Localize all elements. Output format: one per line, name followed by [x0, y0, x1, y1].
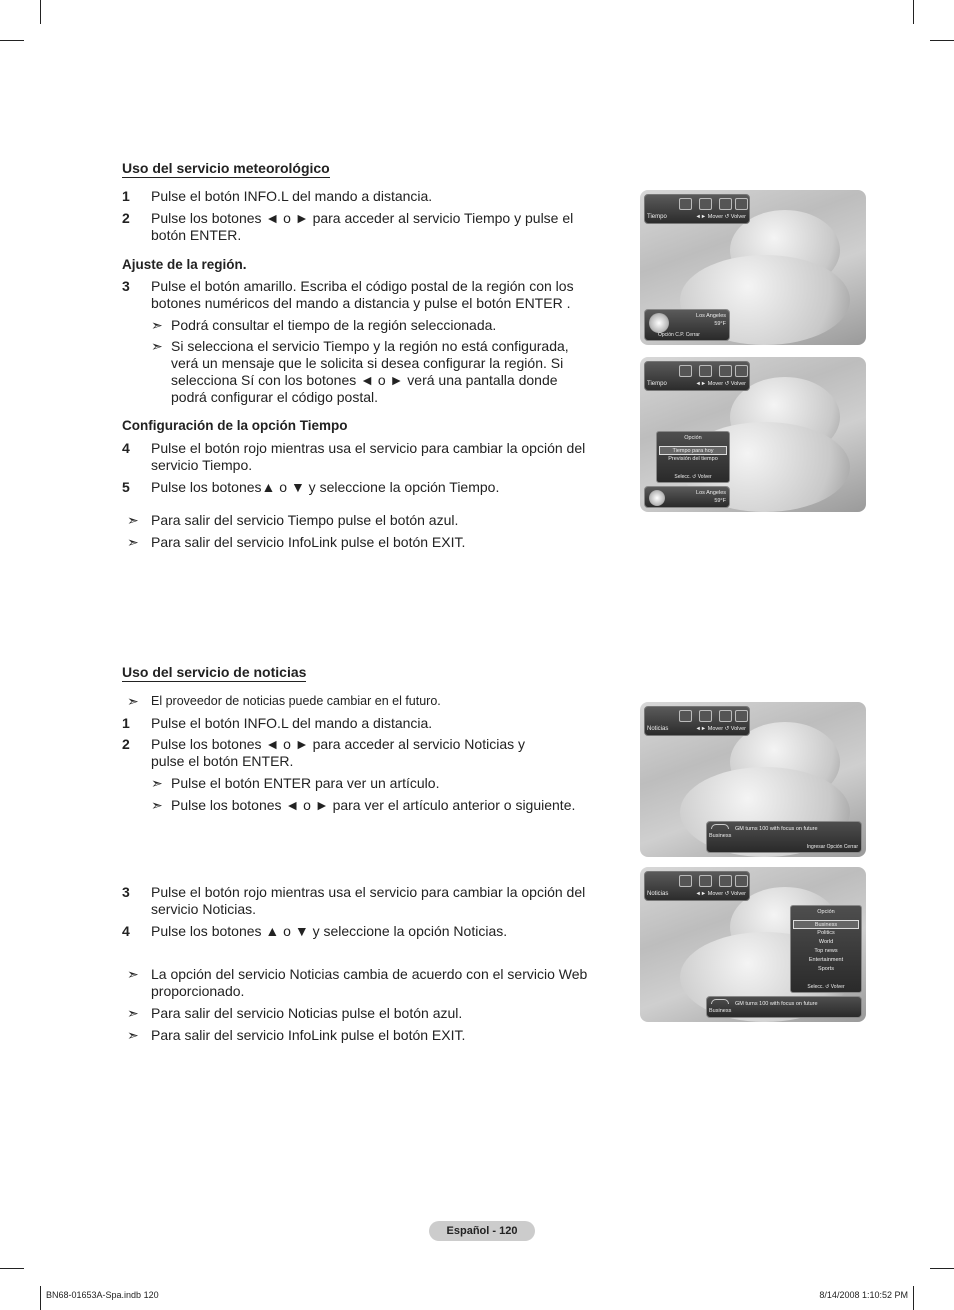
infolink-bar — [644, 871, 750, 901]
weather-note-2 — [151, 338, 596, 406]
infolink-bar — [644, 194, 750, 224]
page-number-badge: Español - 120 — [429, 1221, 535, 1241]
news-headline: GM turns 100 with focus on future — [735, 1001, 818, 1007]
weather-icon — [699, 365, 712, 377]
bar-hints: ◄► Mover ↺ Volver — [695, 381, 746, 387]
step-text: Pulse el botón rojo mientras usa el servicio para cambiar la opción del servicio Noticias. — [151, 884, 586, 917]
menu-item[interactable]: Sports — [818, 966, 834, 972]
arrow-icon: ➣ — [151, 338, 163, 354]
news-box — [706, 821, 862, 853]
weather-step-3 — [122, 278, 607, 312]
menu-title: Opción — [817, 909, 835, 915]
weather-exit-note-1 — [127, 512, 607, 529]
weather-step-5 — [122, 479, 607, 496]
tv-screenshot-weather — [640, 190, 866, 345]
picture-icon — [679, 198, 692, 210]
weather-box — [644, 486, 730, 508]
crop-mark — [913, 1286, 914, 1310]
stock-icon — [719, 710, 732, 722]
step-text: Pulse los botones▲ o ▼ y seleccione la opción Tiempo. — [151, 479, 500, 495]
bar-hints: ◄► Mover ↺ Volver — [695, 726, 746, 732]
news-note-2 — [151, 797, 611, 814]
weather-box — [644, 309, 730, 341]
service-label: Tiempo — [647, 381, 667, 387]
globe-icon — [735, 875, 748, 887]
tv-screenshot-news-option — [640, 867, 866, 1022]
news-logo-icon — [711, 999, 729, 1004]
bar-hints: ◄► Mover ↺ Volver — [695, 891, 746, 897]
crop-mark — [40, 1286, 41, 1310]
arrow-icon: ➣ — [151, 775, 163, 791]
step-text: Pulse el botón amarillo. Escriba el código postal de la región con los botones numéricos del mando a distancia y pulse el botón ENTER . — [151, 278, 574, 311]
arrow-icon: ➣ — [151, 797, 163, 813]
weather-option-menu — [656, 431, 730, 483]
weather-step-1 — [122, 188, 607, 205]
news-end-note-1 — [127, 966, 607, 1000]
tv-screenshot-news — [640, 702, 866, 857]
news-step-4 — [122, 923, 607, 940]
arrow-icon: ➣ — [127, 512, 139, 528]
arrow-icon: ➣ — [127, 1027, 139, 1043]
crop-mark — [930, 40, 954, 41]
step-number: 3 — [122, 884, 130, 900]
step-number: 2 — [122, 210, 130, 226]
service-label: Noticias — [647, 726, 669, 732]
news-option-menu — [790, 905, 862, 993]
picture-icon — [679, 365, 692, 377]
step-number: 2 — [122, 736, 130, 752]
note-text: Para salir del servicio Tiempo pulse el botón azul. — [151, 512, 459, 528]
crop-mark — [913, 0, 914, 24]
sun-icon — [649, 490, 665, 506]
date-slug: 8/14/2008 1:10:52 PM — [819, 1290, 908, 1300]
menu-item[interactable]: Tiempo para hoy — [659, 446, 727, 455]
globe-icon — [735, 710, 748, 722]
tv-screenshot-weather-option — [640, 357, 866, 512]
news-category: Business — [709, 1008, 732, 1014]
weather-icon — [699, 198, 712, 210]
note-text: Si selecciona el servicio Tiempo y la región no está configurada, verá un mensaje que le solicita si desea configurar la región. Si selecciona Sí con los botones ◄ o ► verá una pantalla donde podrá configurar el código postal. — [171, 338, 569, 405]
step-number: 4 — [122, 440, 130, 456]
crop-mark — [0, 1268, 24, 1269]
note-text: Pulse el botón ENTER para ver un artículo. — [171, 775, 440, 791]
region-heading: Ajuste de la región. — [122, 257, 247, 272]
stock-icon — [719, 198, 732, 210]
news-category: Business — [709, 833, 732, 839]
news-headline: GM turns 100 with focus on future — [735, 826, 818, 832]
crop-mark — [40, 0, 41, 24]
stock-icon — [719, 875, 732, 887]
news-step-2 — [122, 736, 552, 770]
menu-title: Opción — [684, 435, 702, 441]
news-intro-note — [127, 693, 607, 710]
step-text: Pulse el botón rojo mientras usa el servicio para cambiar la opción del servicio Tiempo. — [151, 440, 586, 473]
menu-footer: Selecc. ↺ Volver — [674, 474, 712, 480]
crop-mark — [930, 1268, 954, 1269]
news-logo-icon — [711, 824, 729, 829]
service-label: Tiempo — [647, 214, 667, 220]
arrow-icon: ➣ — [127, 966, 139, 982]
weather-exit-note-2 — [127, 534, 607, 551]
news-footer: Ingresar Opción Cerrar — [806, 844, 858, 850]
note-text: Para salir del servicio Noticias pulse el botón azul. — [151, 1005, 463, 1021]
infolink-bar — [644, 706, 750, 736]
menu-footer: Selecc. ↺ Volver — [807, 984, 845, 990]
menu-item[interactable]: World — [818, 939, 834, 945]
service-label: Noticias — [647, 891, 669, 897]
news-end-note-2 — [127, 1005, 607, 1022]
menu-item[interactable]: Previsión del tiempo — [668, 456, 718, 462]
news-step-3 — [122, 884, 607, 918]
crop-mark — [0, 40, 24, 41]
news-box — [706, 996, 862, 1018]
weather-heading: Uso del servicio meteorológico — [122, 160, 330, 176]
weather-city: Los Angeles 59°F — [696, 490, 726, 504]
menu-item[interactable]: Politics — [817, 930, 835, 936]
step-text: Pulse el botón INFO.L del mando a distancia. — [151, 715, 433, 731]
bar-hints: ◄► Mover ↺ Volver — [695, 214, 746, 220]
step-number: 1 — [122, 188, 130, 204]
step-number: 4 — [122, 923, 130, 939]
sun-icon — [649, 313, 669, 333]
picture-icon — [679, 875, 692, 887]
weather-footer: Opción C.P. Cerrar — [658, 332, 700, 338]
news-end-note-3 — [127, 1027, 607, 1044]
weather-city: Los Angeles 59°F — [696, 313, 726, 327]
news-note-1 — [151, 775, 601, 792]
menu-item[interactable]: Top news — [814, 948, 838, 954]
step-number: 3 — [122, 278, 130, 294]
step-text: Pulse los botones ▲ o ▼ y seleccione la opción Noticias. — [151, 923, 508, 939]
menu-item[interactable]: Business — [793, 920, 859, 929]
file-slug: BN68-01653A-Spa.indb 120 — [46, 1290, 159, 1300]
arrow-icon: ➣ — [127, 1005, 139, 1021]
note-text: Para salir del servicio InfoLink pulse el botón EXIT. — [151, 1027, 466, 1043]
arrow-icon: ➣ — [127, 693, 139, 709]
step-text: Pulse los botones ◄ o ► para acceder al servicio Noticias y pulse el botón ENTER. — [151, 736, 525, 769]
arrow-icon: ➣ — [151, 317, 163, 333]
note-text: Pulse los botones ◄ o ► para ver el artículo anterior o siguiente. — [171, 797, 576, 813]
news-step-1 — [122, 715, 607, 732]
news-icon — [699, 875, 712, 887]
note-text: La opción del servicio Noticias cambia de acuerdo con el servicio Web proporcionado. — [151, 966, 588, 999]
infolink-bar — [644, 361, 750, 391]
news-heading: Uso del servicio de noticias — [122, 664, 307, 680]
globe-icon — [735, 365, 748, 377]
stock-icon — [719, 365, 732, 377]
weather-step-4 — [122, 440, 607, 474]
weather-step-2 — [122, 210, 607, 244]
note-text: El proveedor de noticias puede cambiar en el futuro. — [151, 694, 441, 708]
weather-note-1 — [151, 317, 601, 334]
step-number: 1 — [122, 715, 130, 731]
news-icon — [699, 710, 712, 722]
step-text: Pulse los botones ◄ o ► para acceder al servicio Tiempo y pulse el botón ENTER. — [151, 210, 574, 243]
menu-item[interactable]: Entertainment — [808, 957, 844, 963]
config-heading: Configuración de la opción Tiempo — [122, 418, 348, 433]
picture-icon — [679, 710, 692, 722]
note-text: Para salir del servicio InfoLink pulse el botón EXIT. — [151, 534, 466, 550]
globe-icon — [735, 198, 748, 210]
note-text: Podrá consultar el tiempo de la región seleccionada. — [171, 317, 497, 333]
step-text: Pulse el botón INFO.L del mando a distancia. — [151, 188, 433, 204]
arrow-icon: ➣ — [127, 534, 139, 550]
step-number: 5 — [122, 479, 130, 495]
